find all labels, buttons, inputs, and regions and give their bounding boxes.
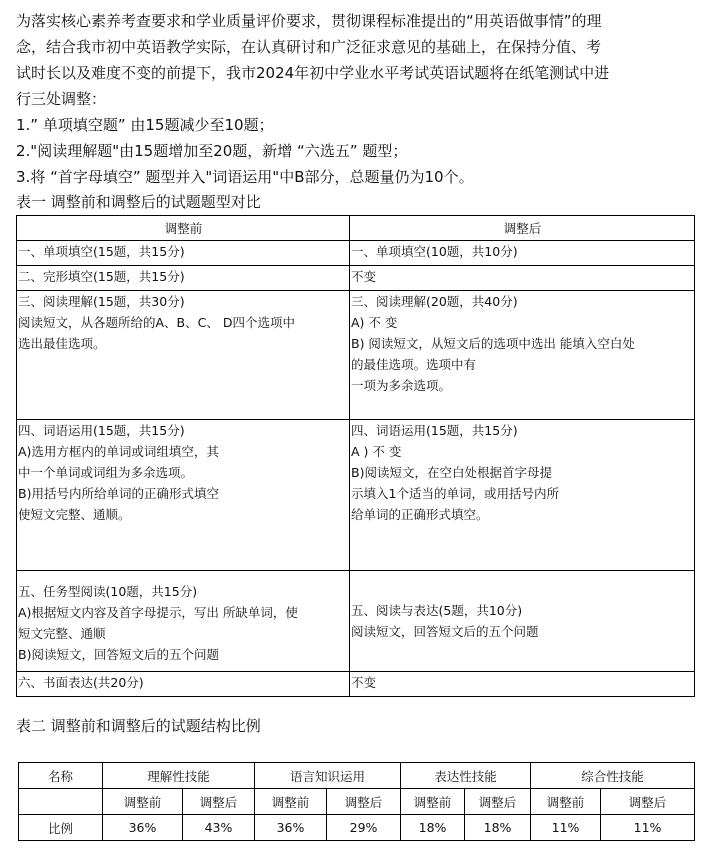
cell-line: A ) 不 变 — [351, 444, 402, 459]
ratio-value: 29% — [327, 815, 401, 841]
cell-line: 的最佳选项。选项中有 — [351, 357, 477, 372]
cell-line: 示填入1个适当的单词，或用括号内所 — [351, 486, 559, 501]
cell-line: 三、阅读理解(20题，共40分) — [351, 294, 518, 309]
cell-line: 不变 — [351, 675, 377, 690]
ratio-value: 43% — [183, 815, 255, 841]
adjustment-item-1: 1.” 单项填空题” 由15题减少至10题； — [16, 116, 274, 134]
cell-line: 选出最佳选项。 — [18, 336, 106, 351]
row-label: 比例 — [19, 815, 103, 841]
group-header: 综合性技能 — [531, 763, 695, 789]
subheader-after: 调整后 — [327, 789, 401, 815]
table2-value-row — [19, 815, 695, 841]
cell-line: 不变 — [351, 269, 377, 284]
ratio-value: 18% — [465, 815, 531, 841]
cell-line: 六、书面表达(共20分) — [18, 675, 144, 690]
subheader-after: 调整后 — [465, 789, 531, 815]
cell-line: B)阅读短文，回答短文后的五个问题 — [18, 647, 219, 662]
intro-line: 为落实核心素养考查要求和学业质量评价要求，贯彻课程标准提出的“用英语做事情”的理 — [16, 12, 602, 30]
name-header: 名称 — [19, 763, 103, 789]
cell-line: 三、阅读理解(15题，共30分) — [18, 294, 185, 309]
table1-caption: 表一 调整前和调整后的试题题型对比 — [16, 193, 261, 211]
header-before: 调整前 — [17, 216, 350, 241]
cell-after — [350, 571, 695, 672]
table1-header-row — [17, 216, 695, 241]
structure-ratio-table — [18, 762, 695, 841]
table-row — [17, 241, 695, 266]
ratio-value: 36% — [255, 815, 327, 841]
group-header: 理解性技能 — [103, 763, 255, 789]
subheader-before: 调整前 — [401, 789, 465, 815]
cell-line: 一项为多余选项。 — [351, 378, 452, 393]
cell-line: 一、单项填空(10题，共10分) — [351, 244, 518, 259]
adjustment-item-2: 2."阅读理解题"由15题增加至20题，新增 “六选五” 题型； — [16, 142, 408, 160]
table-row — [17, 266, 695, 291]
cell-before — [17, 241, 350, 266]
group-header: 语言知识运用 — [255, 763, 401, 789]
table-row — [17, 571, 695, 672]
ratio-value: 11% — [531, 815, 601, 841]
cell-line: A)选用方框内的单词或词组填空，其 — [18, 444, 219, 459]
cell-line: 阅读短文，从各题所给的A、B、C、 D四个选项中 — [18, 315, 295, 330]
cell-after — [350, 241, 695, 266]
table2-caption: 表二 调整前和调整后的试题结构比例 — [16, 717, 261, 735]
table-row — [17, 420, 695, 571]
ratio-value: 11% — [601, 815, 695, 841]
subheader-before: 调整前 — [255, 789, 327, 815]
subheader-after: 调整后 — [601, 789, 695, 815]
intro-line: 试时长以及难度不变的前提下，我市2024年初中学业水平考试英语试题将在纸笔测试中进 — [16, 64, 610, 82]
cell-before — [17, 266, 350, 291]
ratio-value: 18% — [401, 815, 465, 841]
cell-line: 四、词语运用(15题，共15分) — [18, 423, 185, 438]
cell-line: 五、任务型阅读(10题，共15分) — [18, 584, 198, 599]
header-after: 调整后 — [350, 216, 695, 241]
intro-line: 行三处调整： — [16, 90, 107, 108]
cell-after — [350, 266, 695, 291]
cell-line: 使短文完整、通顺。 — [18, 507, 131, 522]
cell-line: 给单词的正确形式填空。 — [351, 507, 489, 522]
subheader-after: 调整后 — [183, 789, 255, 815]
subheader-before: 调整前 — [531, 789, 601, 815]
cell-after — [350, 672, 695, 697]
group-header: 表达性技能 — [401, 763, 531, 789]
cell-line: B)用括号内所给单词的正确形式填空 — [18, 486, 219, 501]
ratio-value: 36% — [103, 815, 183, 841]
table-row — [17, 672, 695, 697]
cell-line: 二、完形填空(15题，共15分) — [18, 269, 185, 284]
cell-line: 中一个单词或词组为多余选项。 — [18, 465, 194, 480]
table2-group-row — [19, 763, 695, 789]
cell-before — [17, 571, 350, 672]
intro-paragraph — [16, 8, 696, 190]
cell-line: 阅读短文，回答短文后的五个问题 — [351, 624, 539, 639]
intro-line: 念，结合我市初中英语教学实际，在认真研讨和广泛征求意见的基础上，在保持分值、考 — [16, 38, 602, 56]
cell-line: A)根据短文内容及首字母提示，写出 所缺单词，使 — [18, 605, 298, 620]
cell-line: 四、词语运用(15题，共15分) — [351, 423, 518, 438]
cell-line: 五、阅读与表达(5题，共10分) — [351, 603, 523, 618]
subheader-before: 调整前 — [103, 789, 183, 815]
cell-line: 一、单项填空(15题，共15分) — [18, 244, 185, 259]
table-row — [17, 291, 695, 420]
cell-after — [350, 291, 695, 420]
cell-before — [17, 672, 350, 697]
cell-after — [350, 420, 695, 571]
empty-cell — [19, 789, 103, 815]
cell-line: B)阅读短文，在空白处根据首字母提 — [351, 465, 552, 480]
table2-subheader-row — [19, 789, 695, 815]
cell-line: A) 不 变 — [351, 315, 398, 330]
cell-line: B) 阅读短文，从短文后的选项中选出 能填入空白处 — [351, 336, 635, 351]
cell-before — [17, 420, 350, 571]
cell-before — [17, 291, 350, 420]
adjustment-item-3: 3.将 “首字母填空” 题型并入"词语运用"中B部分，总题量仍为10个。 — [16, 168, 474, 186]
question-type-comparison-table — [16, 215, 695, 697]
cell-line: 短文完整、通顺 — [18, 626, 106, 641]
